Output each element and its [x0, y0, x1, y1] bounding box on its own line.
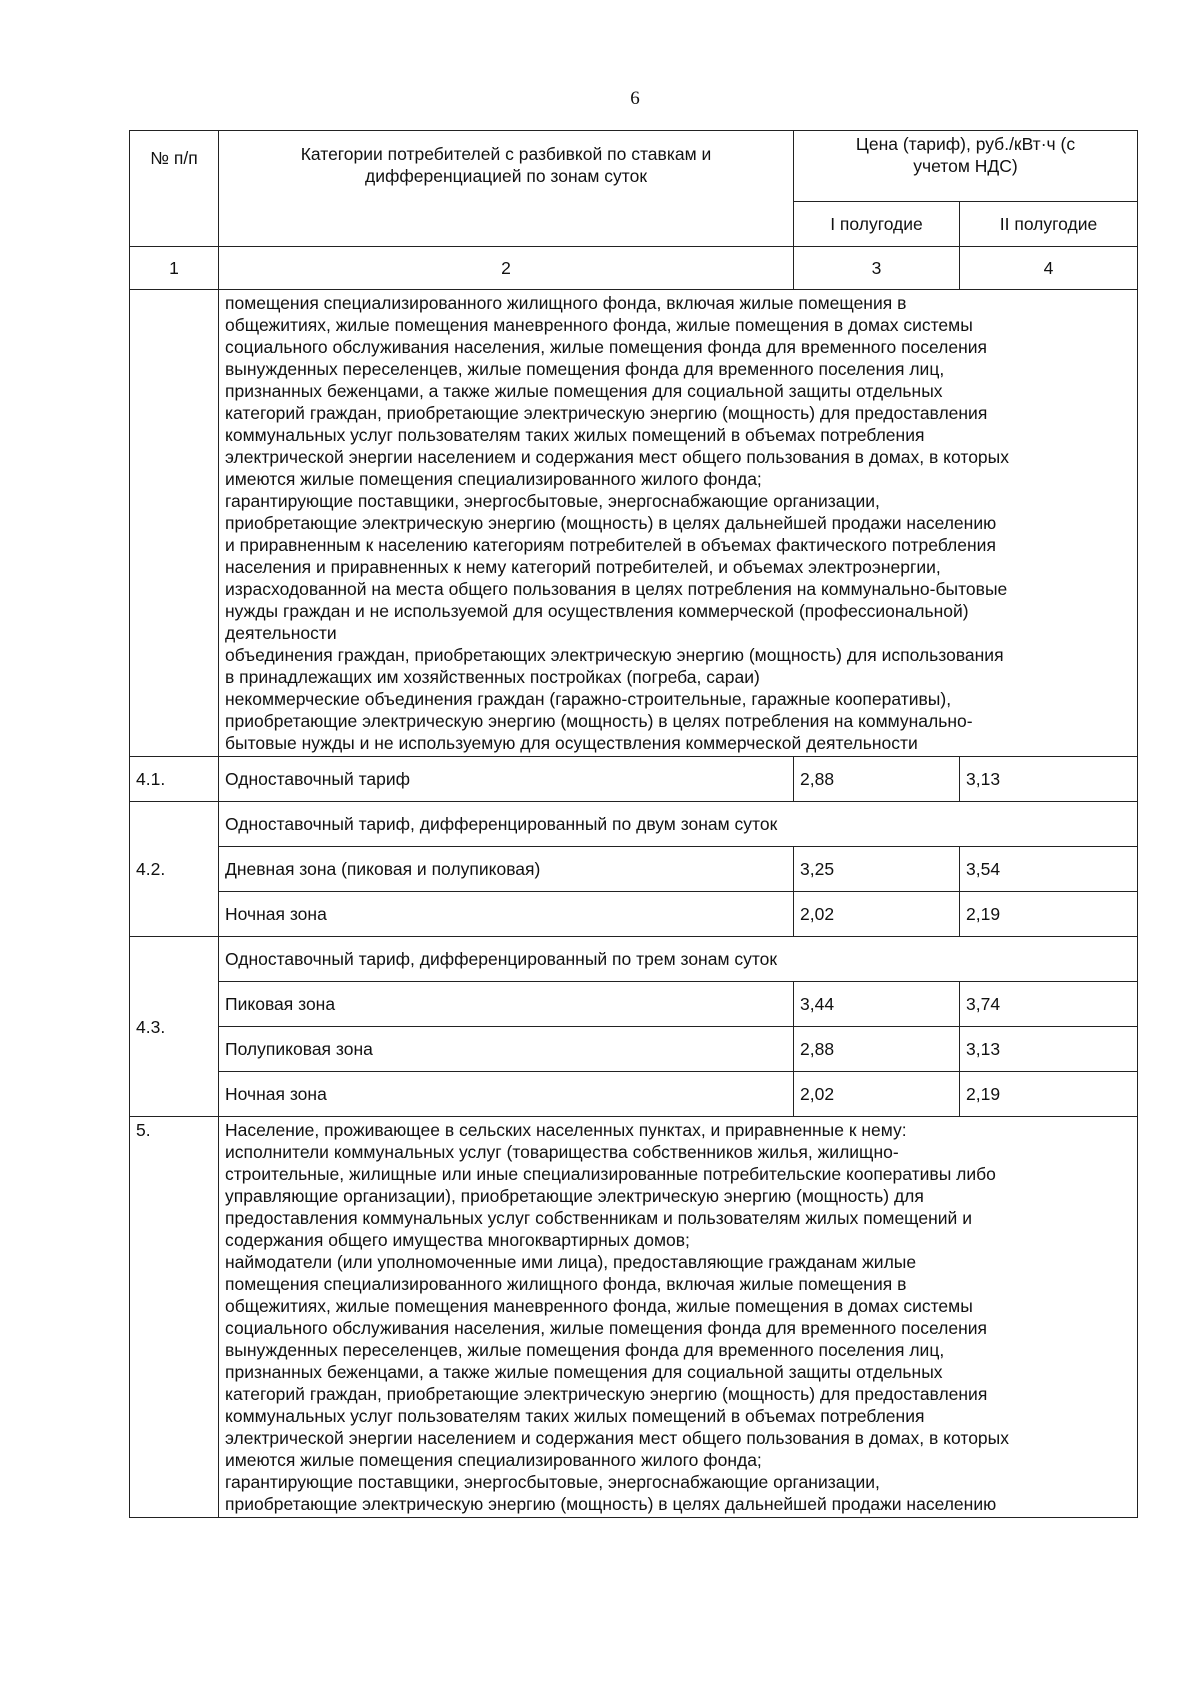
header-half1: I полугодие	[794, 202, 960, 247]
table-row	[130, 1027, 1138, 1072]
price-half2: 3,74	[960, 982, 1138, 1027]
row-label: Пиковая зона	[219, 982, 794, 1027]
tariff-table	[129, 130, 1138, 1518]
row-label: Дневная зона (пиковая и полупиковая)	[219, 847, 794, 892]
table-row	[130, 847, 1138, 892]
price-half1: 3,44	[794, 982, 960, 1027]
table-row	[130, 1072, 1138, 1117]
table-row	[130, 802, 1138, 847]
column-number: 4	[960, 247, 1138, 290]
table-row	[130, 757, 1138, 802]
table-row	[130, 892, 1138, 937]
price-half2: 2,19	[960, 1072, 1138, 1117]
row-label: Ночная зона	[219, 892, 794, 937]
header-price: Цена (тариф), руб./кВт·ч (с учетом НДС)	[794, 131, 1138, 202]
price-half2: 3,54	[960, 847, 1138, 892]
continuation-text: помещения специализированного жилищного фонда, включая жилые помещения в общежитиях, жилые помещения маневренного фонда, жилые помещения в домах системы социального обслуживания населения, жилые помещения фонда для временного поселения вынужденных переселенцев, жилые помещения фонда для временного поселения лиц, признанных беженцами, а также жилые помещения для социальной защиты отдельных категорий граждан, приобретающие электрическую энергию (мощность) для предоставления коммунальных услуг пользователям таких жилых помещений в объемах потребления электрической энергии населением и содержания мест общего пользования в домах, в которых имеются жилые помещения специализированного жилого фонда; гарантирующие поставщики, энергосбытовые, энергоснабжающие организации, приобретающие электрическую энергию (мощность) в целях дальнейшей продажи населению и приравненным к населению категориям потребителей в объемах фактического потребления населения и приравненных к нему категорий потребителей, и объемах электроэнергии, израсходованной на места общего пользования в целях потребления на коммунально-бытовые нужды граждан и не используемой для осуществления коммерческой (профессиональной) деятельности объединения граждан, приобретающих электрическую энергию (мощность) для использования в принадлежащих им хозяйственных постройках (погреба, сараи) некоммерческие объединения граждан (гаражно-строительные, гаражные кооперативы), приобретающие электрическую энергию (мощность) в целях потребления на коммунально- бытовые нужды и не используемую для осуществления коммерческой деятельности	[219, 290, 1138, 757]
row-group-title: Одноставочный тариф, дифференцированный по трем зонам суток	[219, 937, 1138, 982]
row-number: 4.2.	[130, 802, 219, 937]
table-row	[130, 982, 1138, 1027]
row-number: 5.	[130, 1117, 219, 1518]
header-category: Категории потребителей с разбивкой по ставкам и дифференциацией по зонам суток	[219, 131, 794, 247]
section-5-row	[130, 1117, 1138, 1518]
continuation-number-cell	[130, 290, 219, 757]
row-number: 4.1.	[130, 757, 219, 802]
column-number: 1	[130, 247, 219, 290]
price-half2: 3,13	[960, 1027, 1138, 1072]
price-half1: 2,02	[794, 892, 960, 937]
row-number: 4.3.	[130, 937, 219, 1117]
row-label: Ночная зона	[219, 1072, 794, 1117]
row-label: Полупиковая зона	[219, 1027, 794, 1072]
price-half1: 3,25	[794, 847, 960, 892]
price-half2: 2,19	[960, 892, 1138, 937]
continuation-row	[130, 290, 1138, 757]
column-number: 3	[794, 247, 960, 290]
column-number-row	[130, 247, 1138, 290]
header-half2: II полугодие	[960, 202, 1138, 247]
price-half1: 2,88	[794, 1027, 960, 1072]
price-half1: 2,02	[794, 1072, 960, 1117]
header-number: № п/п	[130, 131, 219, 247]
row-label: Одноставочный тариф	[219, 757, 794, 802]
page-number: 6	[630, 88, 640, 109]
row-group-title: Одноставочный тариф, дифференцированный по двум зонам суток	[219, 802, 1138, 847]
table-row	[130, 937, 1138, 982]
price-half1: 2,88	[794, 757, 960, 802]
section-5-text: Население, проживающее в сельских населенных пунктах, и приравненные к нему: исполнители коммунальных услуг (товарищества собственников жилья, жилищно- строительные, жилищные или иные специализированные потребительские кооперативы либо управляющие организации), приобретающие электрическую энергию (мощность) для предоставления коммунальных услуг собственникам и пользователям жилых помещений и содержания общего имущества многоквартирных домов; наймодатели (или уполномоченные ими лица), предоставляющие гражданам жилые помещения специализированного жилищного фонда, включая жилые помещения в общежитиях, жилые помещения маневренного фонда, жилые помещения в домах системы социального обслуживания населения, жилые помещения фонда для временного поселения вынужденных переселенцев, жилые помещения фонда для временного поселения лиц, признанных беженцами, а также жилые помещения для социальной защиты отдельных категорий граждан, приобретающие электрическую энергию (мощность) для предоставления коммунальных услуг пользователям таких жилых помещений в объемах потребления электрической энергии населением и содержания мест общего пользования в домах, в которых имеются жилые помещения специализированного жилого фонда; гарантирующие поставщики, энергосбытовые, энергоснабжающие организации, приобретающие электрическую энергию (мощность) в целях дальнейшей продажи населению	[219, 1117, 1138, 1518]
price-half2: 3,13	[960, 757, 1138, 802]
column-number: 2	[219, 247, 794, 290]
